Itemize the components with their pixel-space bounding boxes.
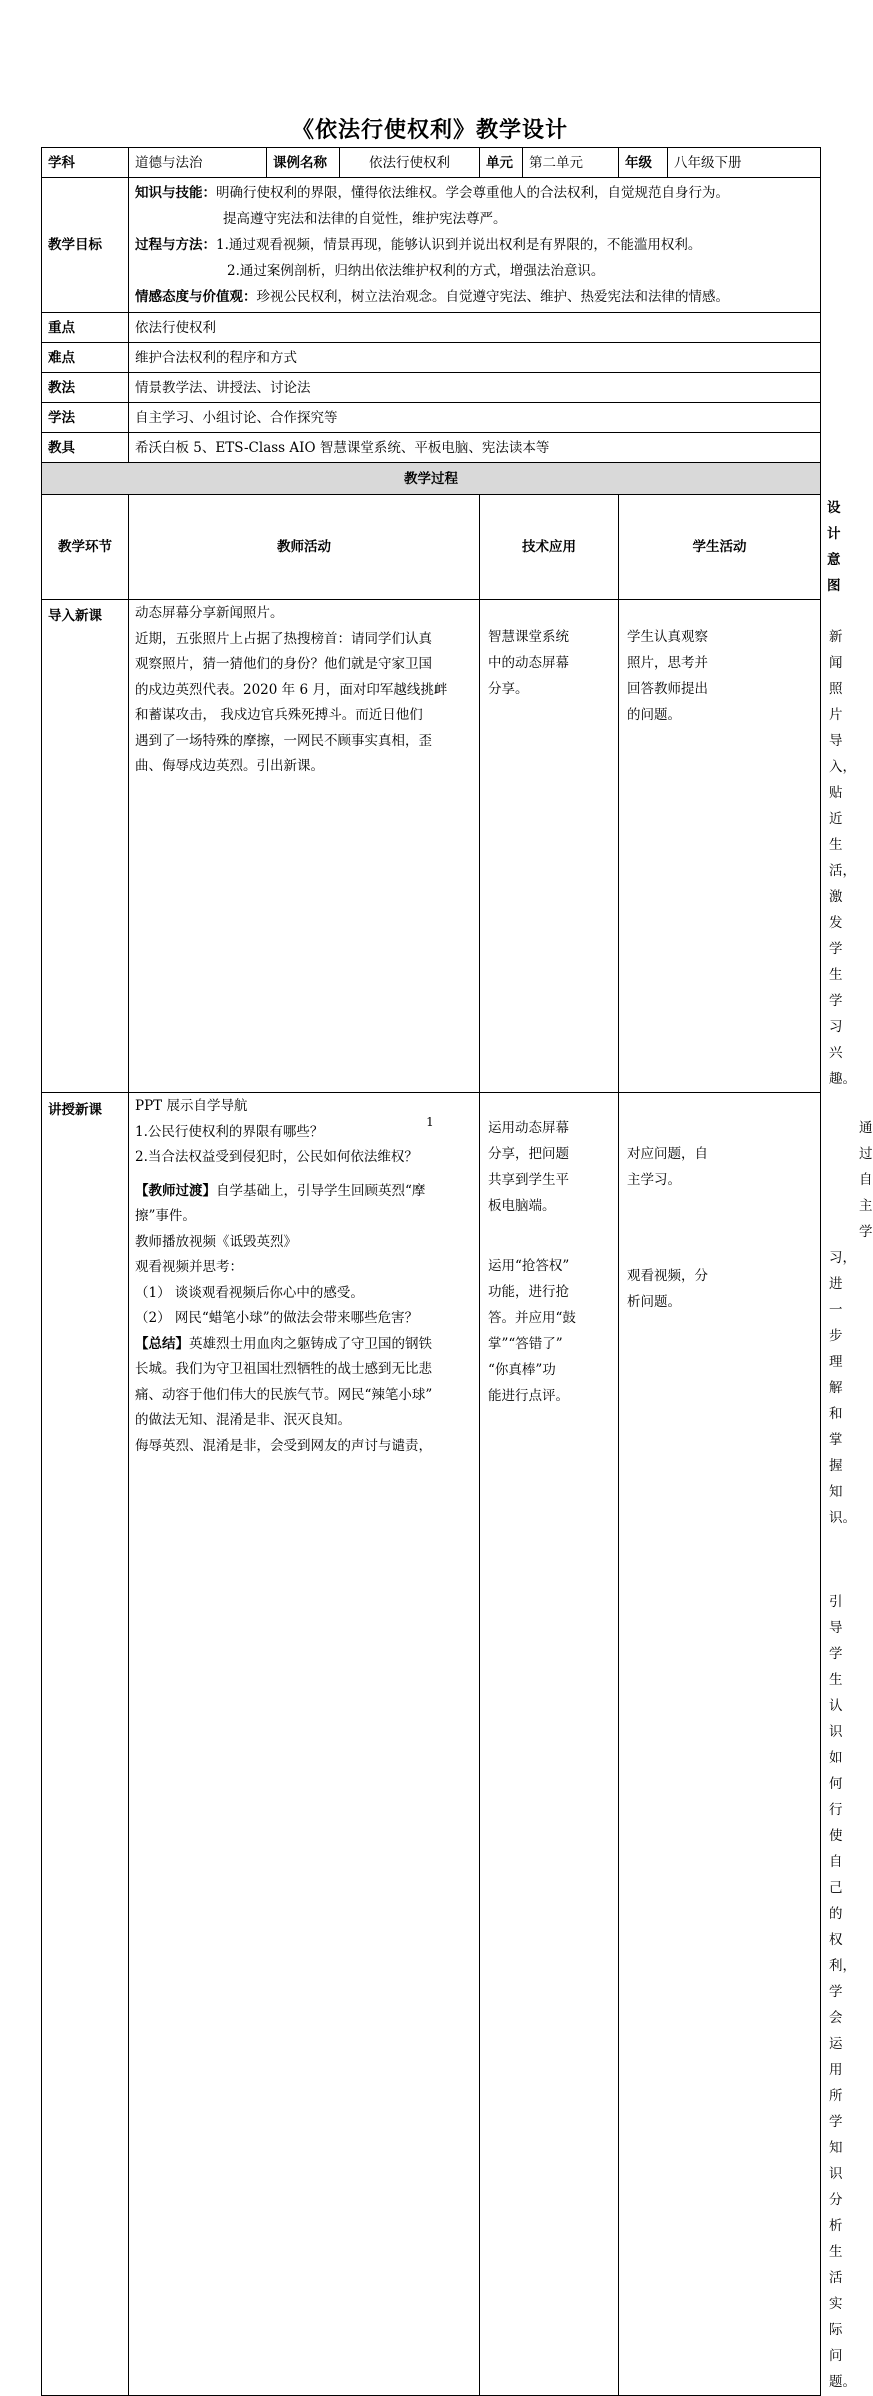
col-teacher: 教师活动	[129, 495, 480, 600]
learning-method-row	[42, 403, 821, 433]
objectives-label: 教学目标	[42, 178, 129, 313]
lecture-line: 观看视频并思考：	[135, 1259, 243, 1275]
intro-student-line: 回答教师提出	[627, 681, 708, 697]
intro-teacher	[129, 600, 480, 1093]
lecture-line: 教师播放视频《诋毁英烈》	[135, 1233, 297, 1250]
lecture-line: PPT 展示自学导航	[135, 1098, 248, 1114]
lesson-value: 依法行使权利	[340, 148, 480, 178]
lecture-tech	[480, 1093, 619, 2396]
col-stage: 教学环节	[42, 495, 129, 600]
lecture-row: 讲授新课 PPT 展示自学导航 1.公民行使权利的界限有哪些？ 2.当合法权益受到侵犯时，公民如何依法维权？ 【教师过渡】自学基础上，引导学生回顾英烈“摩 擦”事件。 教师播放视频《诋毁英烈》 观看视频并思考： （1） 谈谈观看视频后你心中的感受。 （2） 网民“蜡笔小球”的做法会带来哪些危害？ 【总结】英雄烈士用血肉之躯铸成了守卫国的钢铁 长城。我们为守卫祖国壮烈牺牲的战士感到无比悲 痛、动容于他们伟大的民族气节。网民“辣笔小球” 的做法无知、混淆是非、泯灭良知。 侮辱英烈、混淆是非，会受到网友的声讨与谴责， 运用动态屏幕 分享，把问题 共享到学生平 板电脑端。 运用“抢答权” 功能，进行抢 答。并应用“鼓 掌”“答错了” “你真棒”功 能进行点评。 对应问题，自 主学习。 观看视频，分 析问题。 通过自主学 习，进一步理解 和掌握知识。 引导学生认识如 何行使自己的权 利，学会运用所 学知识分析生活 实际问题。	[42, 1093, 821, 2396]
learning-method-label: 学法	[42, 403, 129, 433]
grade-value: 八年级下册	[668, 148, 821, 178]
lecture-line: 1.公民行使权利的界限有哪些？	[135, 1123, 324, 1140]
lecture-line: 2.当合法权益受到侵犯时，公民如何依法维权？	[135, 1149, 418, 1165]
knowledge-text-1: 明确行使权利的界限，懂得依法维权。学会尊重他人的合法权利，自觉规范自身行为。	[216, 185, 729, 201]
knowledge-text-2: 提高遵守宪法和法律的自觉性，维护宪法尊严。	[223, 211, 507, 227]
lecture-intent-line: 通过自主学	[859, 1120, 873, 1240]
lecture-line: 的做法无知、混淆是非、泯灭良知。	[135, 1412, 351, 1428]
objectives-row	[42, 178, 821, 313]
intro-teacher-line: 近期，五张照片上占据了热搜榜首：请同学们认真	[135, 630, 432, 647]
intro-student-line: 学生认真观察	[627, 629, 708, 645]
subject-value: 道德与法治	[129, 148, 267, 178]
intro-student-line: 的问题。	[627, 707, 681, 723]
emotion-label: 情感态度与价值观：	[135, 289, 257, 305]
lecture-student	[619, 1093, 821, 2396]
lecture-student-line: 观看视频，分	[627, 1268, 708, 1284]
key-point-row	[42, 313, 821, 343]
teaching-method-label: 教法	[42, 373, 129, 403]
teaching-aids-value: 希沃白板 5、ETS-Class AIO 智慧课堂系统、平板电脑、宪法读本等	[129, 433, 821, 463]
lesson-plan-table	[41, 147, 873, 2396]
process-heading: 教学过程	[42, 463, 821, 495]
intro-stage: 导入新课	[42, 600, 129, 1093]
lecture-student-line: 析问题。	[627, 1294, 681, 1310]
process-heading-row	[42, 463, 821, 495]
col-tech: 技术应用	[480, 495, 619, 600]
intro-tech-line: 分享。	[488, 681, 529, 697]
intro-tech	[480, 600, 619, 1093]
grade-label: 年级	[619, 148, 668, 178]
intro-student	[619, 600, 821, 1093]
teaching-method-row	[42, 373, 821, 403]
process-text-1: 1.通过观看视频，情景再现，能够认识到并说出权利是有界限的，不能滥用权利。	[216, 237, 702, 253]
page-number: 1	[426, 1115, 434, 1129]
lecture-tech-line: 运用动态屏幕	[488, 1120, 569, 1136]
lecture-teacher	[129, 1093, 480, 2396]
intro-teacher-line: 观察照片，猜一猜他们的身份？他们就是守家卫国	[135, 656, 432, 672]
lecture-stage: 讲授新课	[42, 1093, 129, 2396]
lecture-tech-line: 分享，把问题	[488, 1146, 569, 1162]
key-point-label: 重点	[42, 313, 129, 343]
knowledge-label: 知识与技能：	[135, 185, 216, 201]
teaching-aids-row	[42, 433, 821, 463]
header-row	[42, 148, 821, 178]
lecture-tech-line: 共享到学生平	[488, 1172, 569, 1188]
objectives-content	[129, 178, 821, 313]
learning-method-value: 自主学习、小组讨论、合作探究等	[129, 403, 821, 433]
lecture-line: （2） 网民“蜡笔小球”的做法会带来哪些危害？	[135, 1310, 419, 1326]
lecture-tech-line: 答。并应用“鼓	[488, 1310, 576, 1326]
page-title: 《依法行使权利》教学设计	[291, 118, 568, 143]
emotion-text: 珍视公民权利，树立法治观念。自觉遵守宪法、维护、热爱宪法和法律的情感。	[256, 289, 729, 305]
intro-teacher-line: 遇到了一场特殊的摩擦，一网民不顾事实真相，歪	[135, 732, 432, 749]
key-point-value: 依法行使权利	[129, 313, 821, 343]
process-columns-row: 教学环节 教师活动 技术应用 学生活动 设计意图	[42, 495, 821, 600]
lecture-line: 擦”事件。	[135, 1208, 196, 1224]
unit-value: 第二单元	[523, 148, 619, 178]
lecture-tech-line: 能进行点评。	[488, 1388, 569, 1404]
lecture-line: （1） 谈谈观看视频后你心中的感受。	[135, 1284, 364, 1301]
process-label: 过程与方法：	[135, 237, 216, 253]
summary-tag: 【总结】	[135, 1335, 189, 1352]
intro-teacher-line: 和蓄谋攻击， 我戍边官兵殊死搏斗。而近日他们	[135, 707, 423, 723]
unit-label: 单元	[480, 148, 523, 178]
lecture-line: 痛、动容于他们伟大的民族气节。网民“辣笔小球”	[135, 1386, 433, 1403]
difficulty-row	[42, 343, 821, 373]
intro-teacher-line: 动态屏幕分享新闻照片。	[135, 605, 284, 621]
intro-tech-line: 智慧课堂系统	[488, 629, 569, 645]
lecture-tech-line: 功能，进行抢	[488, 1284, 569, 1300]
lecture-line: 自学基础上，引导学生回顾英烈“摩	[216, 1182, 426, 1199]
teaching-method-value: 情景教学法、讲授法、讨论法	[129, 373, 821, 403]
transition-tag: 【教师过渡】	[135, 1182, 216, 1199]
subject-label: 学科	[42, 148, 129, 178]
teaching-aids-label: 教具	[42, 433, 129, 463]
intro-teacher-line: 的戍边英烈代表。2020 年 6 月，面对印军越线挑衅	[135, 681, 448, 698]
lecture-line: 长城。我们为守卫祖国壮烈牺牲的战士感到无比悲	[135, 1361, 432, 1377]
lecture-line: 侮辱英烈、混淆是非，会受到网友的声讨与谴责，	[135, 1437, 432, 1454]
lesson-label: 课例名称	[267, 148, 340, 178]
intro-student-line: 照片，思考并	[627, 655, 708, 671]
lecture-student-line: 主学习。	[627, 1172, 681, 1188]
lecture-tech-line: 掌”“答错了”	[488, 1336, 563, 1352]
lecture-tech-line: 板电脑端。	[488, 1198, 556, 1214]
process-text-2: 2.通过案例剖析，归纳出依法维护权利的方式，增强法治意识。	[227, 263, 605, 279]
lecture-line: 英雄烈士用血肉之躯铸成了守卫国的钢铁	[189, 1335, 432, 1352]
difficulty-value: 维护合法权利的程序和方式	[129, 343, 821, 373]
difficulty-label: 难点	[42, 343, 129, 373]
intro-teacher-line: 曲、侮辱戍边英烈。引出新课。	[135, 758, 324, 774]
lecture-student-line: 对应问题，自	[627, 1146, 708, 1162]
intro-row: 导入新课 动态屏幕分享新闻照片。 近期，五张照片上占据了热搜榜首：请同学们认真 观察照片，猜一猜他们的身份？他们就是守家卫国 的戍边英烈代表。2020 年 6 月，面对印军越线挑衅 和蓄谋攻击， 我戍边官兵殊死搏斗。而近日他们 遇到了一场特殊的摩擦，一网民不顾事实真相，歪 曲、侮辱戍边英烈。引出新课。 智慧课堂系统 中的动态屏幕 分享。 学生认真观察 照片，思考并 回答教师提出 的问题。 新闻照片导入， 贴近生活，激发 学生学习兴趣。	[42, 600, 821, 1093]
lecture-tech-line: “你真棒”功	[488, 1362, 556, 1378]
intro-tech-line: 中的动态屏幕	[488, 655, 569, 671]
lecture-tech-line: 运用“抢答权”	[488, 1258, 570, 1274]
col-student: 学生活动	[619, 495, 821, 600]
